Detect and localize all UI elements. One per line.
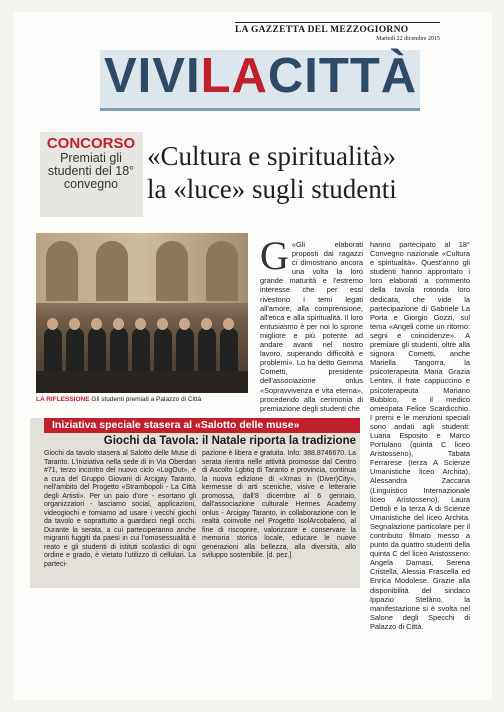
photo-arch: [206, 241, 238, 301]
masthead: [235, 22, 440, 42]
headline-line-1: «Cultura e spiritualità»: [147, 141, 396, 171]
photo-head: [135, 318, 146, 330]
kicker-subtitle: Premiati gli studenti del 18° convegno: [47, 151, 135, 191]
photo-head: [91, 318, 102, 330]
photo-head: [179, 318, 190, 330]
drop-cap: G: [260, 233, 289, 278]
photo-person: [110, 327, 128, 375]
sidebar-title: Giochi da Tavola: il Natale riporta la tradizione: [103, 435, 356, 447]
sidebar-header: Iniziativa speciale stasera al «Salotto delle muse»: [52, 419, 300, 431]
article-column-2: hanno partecipato al 18° Convegno nazionale «Cultura e spiritualità». Quest'anno gli studenti hanno approntato i loro elaborati a commento della tavola rotonda loro dedicata, che vide la partecipazione di Gabriele La Porta e Giorgio Gozzi, sul tema «Angeli come un ritorno: segni e coincidenze». A premiare gli studenti, oltre alla signora Cometti, anche Mariella Tangorra, la psicoterapeuta Maria Grazia Lentini, il frate cappuccino e psicoterapeuta Mariano Bubbico, e il medico omeopata Felice Scardicchio. I premi e le menzioni speciali sono andati agli studenti: Luana Esposito e Marco Portulano (quinta C liceo Aristosseno), Tabata Ferrarese (terza A Scienze Umanistiche liceo Archita), Alessandra Zaccaria (Linguistico Internazionale liceo Aristosseno), Laura Dettoli e la terza A di Scienze Umanistiche del liceo Archita. Segnalazione particolare per il contributo filmato messo a punto da quattro studenti della quinta C del liceo Aristosseno: Angela Damasi, Serena Cristella, Alessia Frascella ed Enrica Modolese. Grazie alla disponibilità del sindaco Ippazio Stefàno, la manifestazione si è svolta nel Salone degli Specchi di Palazzo di Città.: [370, 240, 470, 631]
article-column-1: [260, 233, 363, 413]
sidebar-header-bar: [44, 418, 360, 433]
photo-person: [198, 327, 216, 375]
caption-text: Gli studenti premiati a Palazzo di Città: [91, 396, 202, 403]
section-title: [104, 48, 417, 104]
photo-person: [44, 327, 62, 375]
section-word-vivi: VIVI: [104, 49, 201, 103]
sidebar-column-2: pazione è libera e gratuita. Info: 388.8746670. La serata rientra nelle attività promosse dal Centro di Ascolto Lgbtiq di Taranto e provincia, continua la nuova edizione di «Xmas in (Diver)City», kermesse di arti sceniche, visive e letterarie promossa, dall'8 dicembre al 6 gennaio, dall'associazione culturale Hermes Academy onlus - Arcigay Taranto, in collaborazione con le realtà coinvolte nel Progetto IsolArcobaleno, al fine di riscoprire, valorizzare e conservare la memoria storica locale, educare le nuove generazioni alla bellezza, alla diversità, allo sviluppo sostenibile. [d. pez.]: [202, 450, 356, 559]
photo-person: [66, 327, 84, 375]
photo-head: [113, 318, 124, 330]
photo-person: [176, 327, 194, 375]
sidebar-column-1: Giochi da tavolo stasera al Salotto delle Muse di Taranto. L'iniziativa nella sede di in Via Oberdan #71, terzo incontro del nuovo ciclo «LogOut», è a cura del Gruppo Giovani di Arcigay Taranto, nell'ambito del Progetto «Strambopoli - La Città degli Artisti». Per un paio d'ore - esortano gli organizzatori - lasciamo social, applicazioni, videogiochi e torniamo ad usare i vecchi giochi da tavolo e soprattutto a guardarci negli occhi. Durante la serata, a cui parteciperanno anche migranti fuggiti da paesi in cui l'omosessualità è reato e gli studenti di istituti scolastici di ogni ordine e grado, è vietato l'utilizzo di cellulari. La parteci-: [44, 450, 196, 568]
article-text-1: «Gli elaborati proposti dai ragazzi ci dimostrano ancora una volta la loro grande maturità e l'estremo interesse che per essi rivestono i temi legati all'amore, alla comprensione, all'etica e alla spiritualità. Il loro entusiasmo è per noi lo sprone migliore e più potente ad andare avanti nel nostro lavoro, superando difficoltà e problemi». Lo ha detto Gemma Cometti, presidente dell'associazione onlus «Sopravvivenza e vita eterna», procedendo alla cerimonia di premiazione degli studenti che: [260, 240, 363, 413]
kicker: [45, 135, 137, 191]
newspaper-name: LA GAZZETTA DEL MEZZOGIORNO: [235, 25, 409, 35]
caption-lead: LA RIFLESSIONE: [36, 396, 90, 403]
issue-date: Martedì 22 dicembre 2015: [376, 36, 440, 42]
photo-chairs: [36, 371, 248, 393]
photo-arch: [46, 241, 78, 301]
article-photo: [36, 233, 248, 393]
photo-person: [220, 327, 238, 375]
section-banner: [100, 50, 420, 111]
photo-person: [154, 327, 172, 375]
photo-head: [223, 318, 234, 330]
photo-person: [132, 327, 150, 375]
photo-caption: [36, 396, 248, 403]
photo-arch: [96, 241, 128, 301]
photo-arch: [156, 241, 188, 301]
photo-head: [201, 318, 212, 330]
headline-line-2: la «luce» sugli studenti: [147, 174, 397, 204]
photo-head: [69, 318, 80, 330]
photo-person: [88, 327, 106, 375]
photo-head: [47, 318, 58, 330]
photo-head: [157, 318, 168, 330]
kicker-label: CONCORSO: [46, 135, 136, 152]
section-word-la: LA: [200, 49, 268, 103]
headline: [147, 140, 467, 206]
section-word-citta: CITTÀ: [267, 49, 418, 103]
